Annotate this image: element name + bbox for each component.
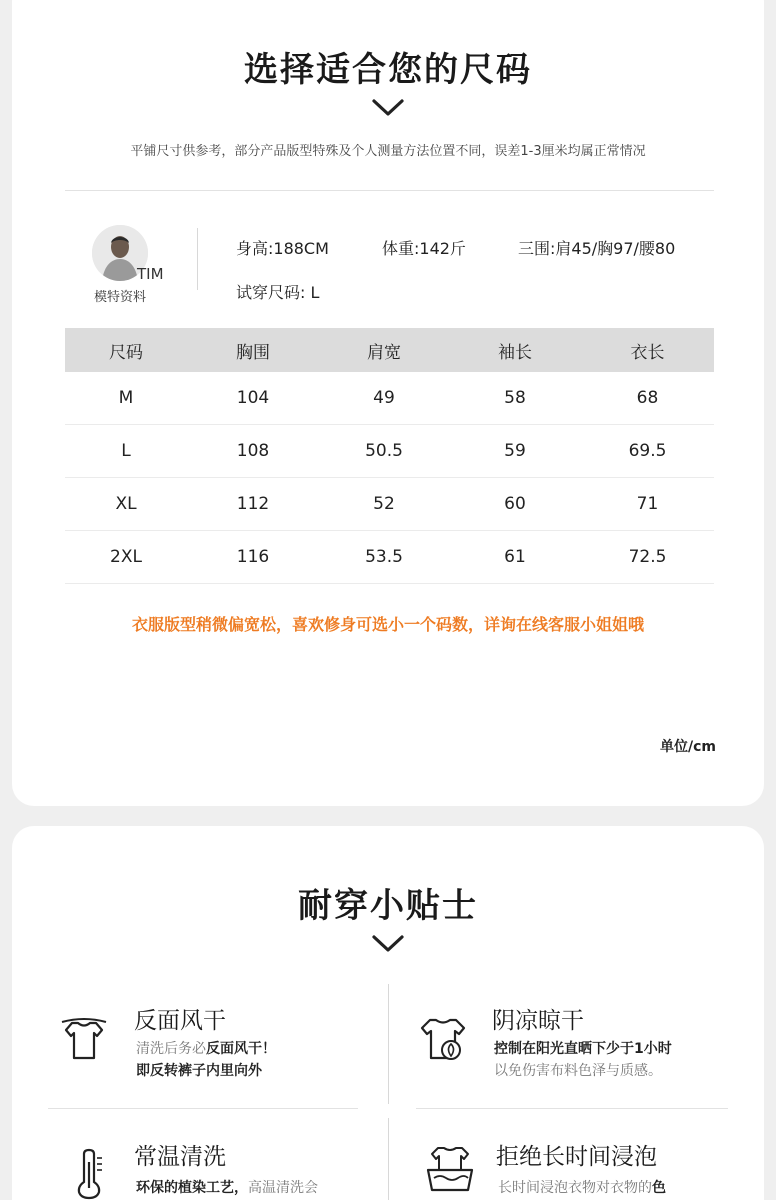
cell-size: 2XL: [110, 547, 142, 567]
tip-title: 阴凉晾干: [492, 1008, 584, 1034]
tshirt-hanger-icon: [58, 1014, 110, 1066]
divider: [65, 190, 714, 191]
header-chest: 胸围: [236, 342, 270, 363]
tip-desc-line: 以免伤害布料色泽与质感。: [494, 1063, 662, 1079]
table-row: [65, 478, 714, 531]
care-tips-card: [12, 826, 764, 1200]
model-measurements: 三围:肩45/胸97/腰80: [518, 239, 676, 258]
header-length: 衣长: [630, 342, 665, 363]
model-height: 身高:188CM: [236, 239, 329, 258]
cell-length: 72.5: [628, 547, 667, 567]
divider: [48, 1108, 358, 1109]
header-shoulder: 肩宽: [367, 342, 401, 363]
table-row: [65, 372, 714, 425]
divider: [416, 1108, 728, 1109]
cell-size: XL: [115, 494, 137, 514]
chevron-down-icon: [371, 934, 405, 954]
cell-sleeve: 58: [504, 388, 526, 408]
cell-sleeve: 60: [504, 494, 526, 514]
tips-section-title: 耐穿小贴士: [298, 886, 478, 926]
tip-title: 常温清洗: [134, 1144, 226, 1170]
tip-desc-line: 即反转裤子内里向外: [136, 1063, 262, 1079]
vertical-divider: [388, 984, 389, 1104]
cell-chest: 116: [236, 547, 270, 567]
thermometer-icon: [72, 1148, 108, 1200]
header-sleeve: 袖长: [498, 342, 532, 363]
tip-desc-line: 环保的植染工艺，高温清洗会: [136, 1180, 318, 1196]
cell-shoulder: 52: [373, 494, 395, 514]
table-row: [65, 425, 714, 478]
model-weight: 体重:142斤: [382, 239, 466, 258]
cell-length: 71: [636, 494, 659, 514]
tip-title: 反面风干: [134, 1008, 226, 1034]
unit-label: 单位/cm: [660, 739, 716, 755]
basin-soak-icon: [424, 1144, 476, 1196]
cell-chest: 104: [236, 388, 270, 408]
header-size: 尺码: [109, 342, 143, 363]
vertical-divider: [388, 1118, 389, 1200]
size-disclaimer: 平铺尺寸供参考，部分产品版型特殊及个人测量方法位置不同，误差1-3厘米均属正常情况: [130, 144, 646, 159]
size-section-title: 选择适合您的尺码: [244, 50, 532, 90]
fit-note: 衣服版型稍微偏宽松，喜欢修身可选小一个码数，详询在线客服小姐姐哦: [131, 615, 644, 634]
cell-length: 69.5: [628, 441, 667, 461]
cell-size: L: [121, 441, 131, 461]
cell-sleeve: 59: [504, 441, 526, 461]
table-header: [65, 328, 714, 372]
model-caption: 模特资料: [94, 290, 147, 305]
size-guide-card: [12, 0, 764, 806]
tshirt-leaf-icon: [416, 1014, 470, 1066]
cell-sleeve: 61: [504, 547, 526, 567]
size-table: [65, 328, 714, 584]
cell-shoulder: 53.5: [365, 547, 403, 567]
tip-desc-line: 长时间浸泡衣物对衣物的色: [498, 1180, 666, 1196]
chevron-down-icon: [371, 98, 405, 118]
vertical-divider: [197, 228, 198, 290]
cell-chest: 112: [236, 494, 270, 514]
tip-title: 拒绝长时间浸泡: [496, 1144, 657, 1170]
cell-length: 68: [636, 388, 659, 408]
model-name: TIM: [137, 265, 164, 283]
tip-desc-line: 清洗后务必反面风干！: [136, 1041, 276, 1057]
table-row: [65, 531, 714, 584]
cell-size: M: [118, 388, 134, 408]
cell-chest: 108: [236, 441, 270, 461]
tip-desc-line: 控制在阳光直晒下少于1小时: [494, 1041, 672, 1057]
cell-shoulder: 50.5: [365, 441, 403, 461]
cell-shoulder: 49: [373, 388, 395, 408]
model-trial-size: 试穿尺码: L: [236, 283, 320, 302]
